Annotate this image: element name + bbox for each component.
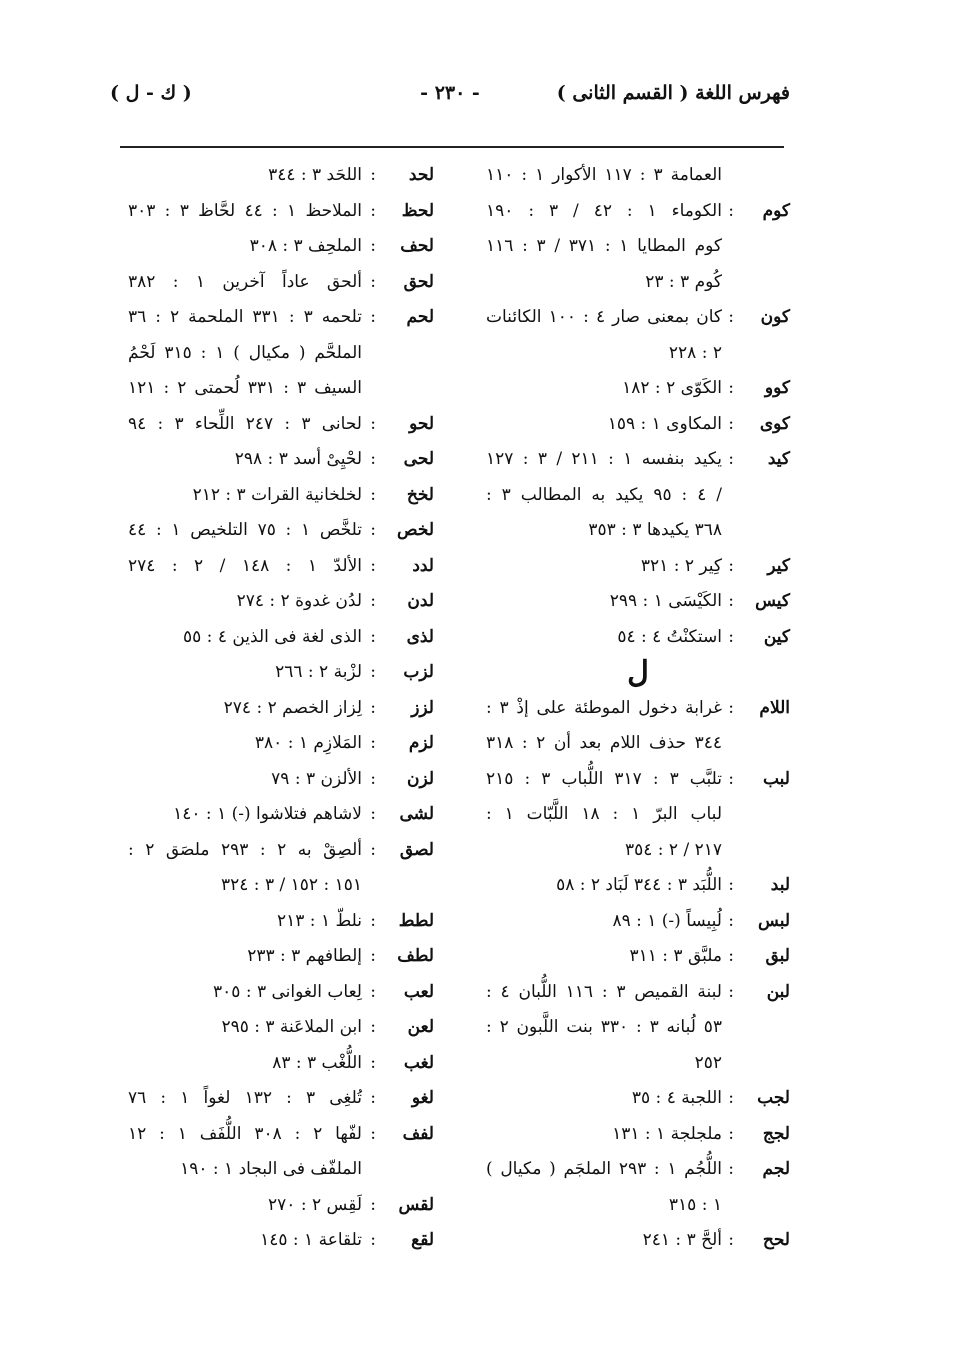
entry-root: لجب — [757, 1088, 790, 1108]
entry-separator: : — [728, 200, 734, 221]
entry-separator: : — [370, 165, 376, 185]
entry-text: ألحَّ ٣ : ٢٤١ — [642, 1230, 722, 1250]
entry-separator: : — [728, 449, 734, 469]
entry-text: المكاوى ١ : ١٥٩ — [607, 413, 722, 434]
entry-separator: : — [370, 591, 376, 611]
entry-root: لطف — [397, 946, 434, 966]
entry-root: لحو — [409, 413, 434, 434]
entry-text: الملاحظ ١ : ٤٤ لحَّاظ ٣ : ٣٠٣ — [128, 200, 362, 221]
index-entry — [486, 1081, 790, 1117]
entry-text: اللُّغْب ٣ : ٨٣ — [272, 1052, 362, 1073]
entry-root: كيد — [767, 449, 790, 469]
entry-text: الملحِف ٣ : ٣٠٨ — [249, 236, 362, 256]
entry-root: كوو — [764, 378, 790, 398]
entry-separator: : — [370, 236, 376, 256]
entry-separator: : — [370, 200, 376, 221]
index-entry-continuation — [128, 1152, 434, 1188]
index-entry — [486, 584, 790, 620]
index-entry — [486, 868, 790, 904]
entry-separator: : — [728, 946, 734, 966]
entry-root: لحق — [403, 271, 434, 292]
index-entry — [128, 1046, 434, 1082]
index-entry — [128, 407, 434, 443]
entry-separator: : — [370, 271, 376, 292]
index-entry-continuation — [128, 336, 434, 372]
entry-separator: : — [370, 1088, 376, 1108]
entry-separator: : — [370, 946, 376, 966]
entry-root: كوى — [759, 413, 790, 434]
entry-separator: : — [728, 875, 734, 895]
entry-separator: : — [370, 1230, 376, 1250]
entry-root: اللام — [759, 697, 790, 718]
index-entry — [486, 762, 790, 798]
page-number: - ٢٣٠ - — [420, 82, 480, 104]
index-entry — [128, 1117, 434, 1153]
entry-text: كوم المطايا ١ : ٣٧١ / ٣ : ١١٦ — [486, 236, 722, 256]
entry-text: كان بمعنى صار ٤ : ١٠٠ الكائنات — [486, 307, 722, 327]
entry-text: الذى لغة فى الذين ٤ : ٥٥ — [183, 626, 362, 647]
left-column — [128, 158, 434, 1259]
entry-text: لحانى ٣ : ٢٤٧ اللِّحاء ٣ : ٩٤ — [128, 413, 362, 434]
index-entry — [128, 1188, 434, 1224]
index-entry — [128, 194, 434, 230]
entry-separator: : — [728, 768, 734, 789]
entry-root: لبد — [770, 875, 790, 895]
entry-separator: : — [370, 520, 376, 540]
index-entry — [486, 904, 790, 940]
letter-heading-text: ل — [627, 655, 649, 690]
index-entry-continuation — [486, 478, 790, 514]
index-entry — [486, 1117, 790, 1153]
index-entry — [128, 726, 434, 762]
entry-text: العمامة ٣ : ١١٧ الأكوار ١ : ١١٠ — [486, 165, 722, 185]
index-entry-continuation — [128, 868, 434, 904]
page-header — [110, 82, 790, 118]
index-entry — [128, 655, 434, 691]
index-entry — [128, 762, 434, 798]
index-entry — [486, 1152, 790, 1188]
entry-separator: : — [728, 697, 734, 718]
letter-range: ( ك - ل ) — [110, 82, 192, 104]
entry-separator: : — [728, 1123, 734, 1144]
entry-separator: : — [370, 307, 376, 327]
entry-root: لحد — [408, 165, 434, 185]
index-entry-continuation — [486, 513, 790, 549]
entry-text: يكيد بنفسه ١ : ٢١١ / ٣ : ١٢٧ — [486, 449, 722, 469]
header-rule — [120, 146, 784, 148]
entry-text: ٥٣ لُبانه ٣ : ٣٣٠ بنت اللَّبون ٢ : — [486, 1017, 722, 1037]
index-entry — [486, 549, 790, 585]
index-entry — [128, 158, 434, 194]
index-entry — [128, 513, 434, 549]
index-entry-continuation — [486, 158, 790, 194]
entry-root: لعن — [407, 1017, 434, 1037]
index-entry — [128, 904, 434, 940]
entry-text: تلقاعة ١ : ١٤٥ — [260, 1230, 362, 1250]
index-entry-continuation — [486, 229, 790, 265]
entry-separator: : — [728, 1159, 734, 1179]
entry-text: لِزاز الخصم ٢ : ٢٧٤ — [223, 697, 362, 718]
entry-root: لبب — [762, 768, 790, 789]
entry-text: ملجلجة ١ : ١٣١ — [612, 1123, 722, 1144]
entry-separator: : — [728, 626, 734, 647]
entry-text: ٢٥٢ — [694, 1052, 722, 1073]
entry-root: لجج — [762, 1123, 790, 1144]
entry-separator: : — [728, 413, 734, 434]
index-entry — [128, 1081, 434, 1117]
entry-separator: : — [728, 555, 734, 576]
entry-text: / ٤ : ٩٥ يكيد به المطالب ٣ : — [486, 484, 722, 505]
entry-text: ملبَّق ٣ : ٣١١ — [629, 946, 722, 966]
index-entry — [486, 371, 790, 407]
entry-text: تلخَّص ١ : ٧٥ التلخيص ١ : ٤٤ — [128, 520, 362, 540]
entry-separator: : — [728, 378, 734, 398]
entry-separator: : — [370, 839, 376, 860]
entry-root: لبن — [766, 981, 790, 1002]
entry-text: لَقِس ٢ : ٢٧٠ — [268, 1194, 362, 1215]
entry-root: لحم — [406, 307, 434, 327]
index-entry — [128, 549, 434, 585]
entry-root: لغو — [411, 1088, 434, 1108]
entry-text: نلطّ ١ : ٢١٣ — [277, 910, 362, 931]
entry-root: كين — [763, 626, 790, 647]
entry-text: لاشاهم فتلاشوا (-) ١ : ١٤٠ — [173, 804, 362, 824]
entry-text: إلطافهم ٣ : ٢٣٣ — [247, 946, 362, 966]
entry-separator: : — [370, 1052, 376, 1073]
index-entry-continuation — [486, 1046, 790, 1082]
entry-root: لخخ — [406, 484, 434, 505]
letter-heading — [486, 655, 790, 691]
entry-root: لطط — [398, 910, 434, 931]
entry-separator: : — [370, 484, 376, 505]
entry-root: لدن — [407, 591, 434, 611]
entry-root: لدد — [412, 555, 434, 576]
entry-separator: : — [370, 1194, 376, 1215]
index-entry-continuation — [486, 1010, 790, 1046]
entry-separator: : — [370, 662, 376, 682]
entry-text: ٢ : ٢٢٨ — [668, 342, 722, 363]
index-entry-continuation — [128, 371, 434, 407]
entry-text: استكنْتُ ٤ : ٥٤ — [617, 626, 722, 647]
entry-text: تلبَّب ٣ : ٣١٧ اللُّباب ٣ : ٢١٥ — [486, 768, 722, 789]
index-entry — [128, 229, 434, 265]
entry-text: المَلازِم ١ : ٣٨٠ — [254, 733, 362, 753]
entry-text: الألدّ ١ : ١٤٨ / ٢ : ٢٧٤ — [128, 555, 362, 576]
entry-separator: : — [728, 307, 734, 327]
entry-text: الملفّف فى البجاد ١ : ١٩٠ — [180, 1159, 362, 1179]
index-entry-continuation — [486, 726, 790, 762]
index-entry — [128, 1223, 434, 1259]
index-entry — [128, 442, 434, 478]
entry-text: اللحَد ٣ : ٣٤٤ — [268, 165, 362, 185]
entry-text: الكَوّى ٢ : ١٨٢ — [622, 378, 722, 398]
index-entry — [486, 407, 790, 443]
entry-root: لحح — [762, 1230, 790, 1250]
entry-root: لبس — [758, 910, 790, 931]
entry-separator: : — [370, 910, 376, 931]
index-entry — [128, 1010, 434, 1046]
entry-text: ألصِقْ به ٢ : ٢٩٣ ملصَق ٢ : — [128, 839, 362, 860]
entry-separator: : — [370, 449, 376, 469]
entry-root: لحظ — [401, 200, 434, 221]
index-entry — [128, 478, 434, 514]
entry-separator: : — [370, 555, 376, 576]
entry-root: لعب — [403, 981, 434, 1002]
entry-text: لخلخانية القرات ٣ : ٢١٢ — [192, 484, 362, 505]
index-entry — [128, 975, 434, 1011]
index-entry — [128, 939, 434, 975]
entry-root: كوم — [762, 200, 790, 221]
index-entry — [486, 300, 790, 336]
entry-root: لقع — [411, 1230, 434, 1250]
entry-root: لفف — [402, 1123, 434, 1144]
entry-root: لغب — [403, 1052, 434, 1073]
entry-separator: : — [370, 697, 376, 718]
entry-root: لقس — [398, 1194, 434, 1215]
entry-separator: : — [370, 981, 376, 1002]
entry-text: الكَيْسَى ١ : ٢٩٩ — [609, 591, 722, 611]
entry-root: كون — [760, 307, 790, 327]
entry-text: لِعاب الغوانى ٣ : ٣٠٥ — [213, 981, 362, 1002]
right-column — [486, 158, 790, 1259]
entry-separator: : — [370, 626, 376, 647]
entry-text: لدُن غدوة ٢ : ٢٧٤ — [236, 591, 362, 611]
entry-root: لبق — [765, 946, 790, 966]
index-entry-continuation — [486, 336, 790, 372]
entry-separator: : — [370, 1017, 376, 1037]
entry-text: كِير ٢ : ٣٢١ — [640, 555, 722, 576]
entry-text: كُوم ٣ : ٢٣ — [645, 271, 722, 292]
entry-text: لبنة القميص ٣ : ١١٦ اللُّبان ٤ : — [486, 981, 722, 1002]
entry-root: لجم — [762, 1159, 790, 1179]
entry-text: ١٥١ : ١٥٢ / ٣ : ٣٢٤ — [221, 875, 362, 895]
entry-text: ابن الملاعَنة ٣ : ٢٩٥ — [221, 1017, 362, 1037]
entry-text: الملحَّم ( مكيال ) ١ : ٣١٥ لَحْمُ — [128, 342, 362, 363]
entry-text: اللُّبَد ٣ : ٣٤٤ لَبَاد ٢ : ٥٨ — [556, 875, 722, 895]
index-entry — [486, 939, 790, 975]
entry-text: اللجبة ٤ : ٣٥ — [631, 1088, 722, 1108]
index-entry — [128, 691, 434, 727]
index-entry — [486, 442, 790, 478]
index-entry — [486, 975, 790, 1011]
entry-text: ٣٦٨ يكيدها ٣ : ٣٥٣ — [588, 520, 722, 540]
entry-separator: : — [728, 1088, 734, 1108]
index-entry — [128, 620, 434, 656]
entry-text: الكوماء ١ : ٤٢ / ٣ : ١٩٠ — [486, 200, 722, 221]
entry-separator: : — [370, 413, 376, 434]
entry-text: لباب البرّ ١ : ١٨ اللَّبّات ١ : — [486, 804, 722, 824]
index-entry-continuation — [486, 1188, 790, 1224]
entry-root: لصق — [399, 839, 434, 860]
entry-root: لزب — [403, 662, 434, 682]
index-entry — [128, 300, 434, 336]
index-entry — [486, 1223, 790, 1259]
entry-separator: : — [370, 804, 376, 824]
entry-text: ٣٤٤ حذف اللام بعد أن ٢ : ٣١٨ — [486, 733, 722, 753]
index-entry — [128, 584, 434, 620]
entry-root: لحف — [400, 236, 434, 256]
index-entry-continuation — [486, 797, 790, 833]
index-entry-continuation — [486, 265, 790, 301]
index-entry — [486, 620, 790, 656]
index-entry — [486, 194, 790, 230]
index-entry-continuation — [486, 833, 790, 869]
entry-separator: : — [370, 733, 376, 753]
index-entry — [128, 833, 434, 869]
entry-text: ألحق عاداً آخرين ١ : ٣٨٢ — [128, 271, 362, 292]
index-entry — [486, 691, 790, 727]
entry-root: لزن — [406, 768, 434, 789]
entry-separator: : — [728, 1230, 734, 1250]
entry-text: لزْبة ٢ : ٢٦٦ — [275, 662, 362, 682]
entry-text: لفّها ٢ : ٣٠٨ اللُّفَف ١ : ١٢ — [128, 1123, 362, 1144]
entry-text: غرابة دخول الموطئة على إذْ ٣ : — [486, 697, 723, 718]
index-entry — [128, 265, 434, 301]
page-title: فهرس اللغة ( القسم الثانى ) — [556, 82, 790, 104]
entry-root: كيس — [755, 591, 790, 611]
entry-separator: : — [370, 768, 376, 789]
entry-text: ٢١٧ / ٢ : ٣٥٤ — [624, 839, 722, 860]
entry-text: اللُّجُم ١ : ٢٩٣ الملجَم ( مكيال ) — [486, 1159, 722, 1179]
entry-text: لحْيِىْ أسد ٣ : ٢٩٨ — [234, 449, 362, 469]
entry-root: لشى — [399, 804, 434, 824]
entry-root: لزز — [411, 697, 434, 718]
entry-root: لذى — [406, 626, 434, 647]
entry-text: ١ : ٣١٥ — [668, 1194, 722, 1215]
entry-text: السيف ٣ : ٣٣١ لُحمتى ٢ : ١٢١ — [128, 378, 362, 398]
entry-root: لزم — [408, 733, 434, 753]
entry-text: الألزن ٣ : ٧٩ — [271, 768, 362, 789]
index-entry — [128, 797, 434, 833]
entry-text: تُلغِى ٣ : ١٣٢ لغواً ١ : ٧٦ — [128, 1088, 362, 1108]
entry-text: تلحمه ٣ : ٣٣١ الملحمة ٢ : ٣٦ — [128, 307, 362, 327]
entry-root: كير — [767, 555, 790, 576]
entry-text: لُبِيساً (-) ١ : ٨٩ — [612, 910, 722, 931]
entry-root: لخص — [397, 520, 434, 540]
entry-root: لحى — [403, 449, 434, 469]
entry-separator: : — [728, 591, 734, 611]
entry-separator: : — [728, 910, 734, 931]
entry-separator: : — [370, 1123, 376, 1144]
entry-separator: : — [728, 981, 734, 1002]
